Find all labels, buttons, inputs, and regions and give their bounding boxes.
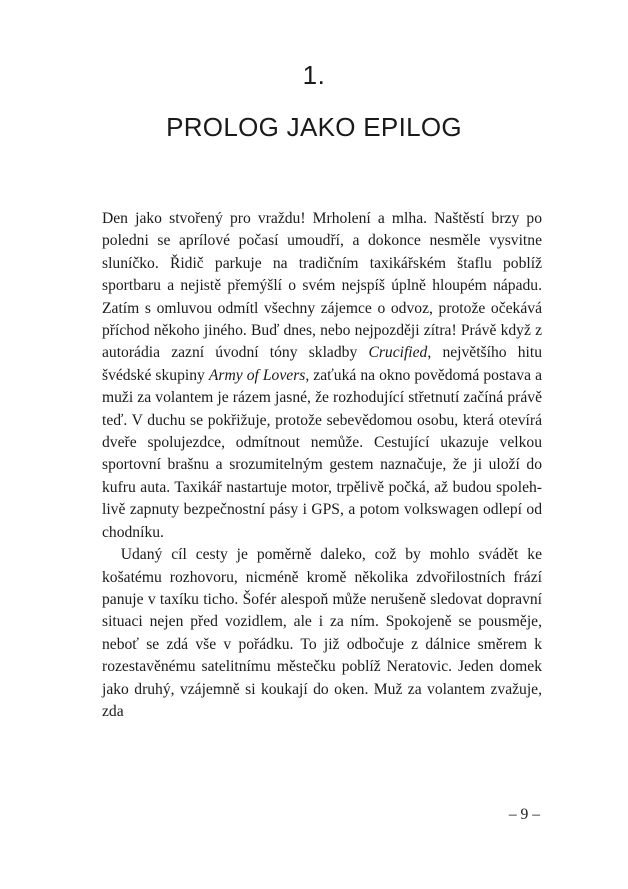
text-run: , největšího hitu švédské skupiny	[102, 344, 542, 384]
chapter-title: PROLOG JAKO EPILOG	[166, 112, 462, 142]
text-run: Udaný cíl cesty je poměrně daleko, což by mohlo svádět ke košatému rozhovoru, nicméně kromě několika zdvořilostních frází panuje v taxíku ticho. Šofér alespoň může nerušeně sledovat dopravní situaci nejen před vozidlem, ale i za ním. Spokojeně se pousměje, neboť se zdá vše v pořádku. To již odbočuje z dálnice směrem k rozestavěnému satelitnímu městečku poblíž Neratovic. Jeden domek jako druhý, vzájemně si koukají do oken. Muž za volantem zvažuje, zda	[102, 546, 542, 720]
song-title: Crucified	[368, 344, 428, 362]
page-number: – 9 –	[508, 806, 540, 823]
paragraph-2	[102, 544, 542, 723]
text-run: Den jako stvořený pro vraždu! Mrholení a mlha. Naštěstí brzy po poledni se aprílové počasí umoudří, a dokonce nesměle vysvitne sluníčko. Řidič parkuje na tradičním taxikářském štaflu poblíž sportbaru a nejistě přemýšlí o svém nejspíš úplně hloupém nápadu. Zatím s omluvou odmítl všechny zájemce o odvoz, protože očekává příchod někoho jiného. Buď dnes, nebo nejpozději zítra! Právě když z autorádia zazní úvodní tóny skladby	[102, 210, 542, 362]
paragraph-1	[102, 208, 542, 544]
text-run: , zaťuká na okno povědomá postava a muži za volantem je rázem jasné, že rozhodující střetnutí začíná právě teď. V duchu se pokřižuje, protože sebevědomou osobu, která otevírá dveře spolujezdce, odmítnout nemůže. Cestující ukazuje velkou sportovní brašnu a srozumitelným gestem naznačuje, že ji uloží do kufru auta. Taxikář nastartuje motor, trpělivě počká, až budou spolehlivě zapnuty bezpečnostní pásy i GPS, a potom volkswagen odlepí od chodníku.	[102, 366, 542, 541]
band-name: Army of Lovers	[208, 366, 306, 384]
chapter-number: 1.	[302, 60, 326, 90]
chapter-body	[102, 208, 542, 723]
